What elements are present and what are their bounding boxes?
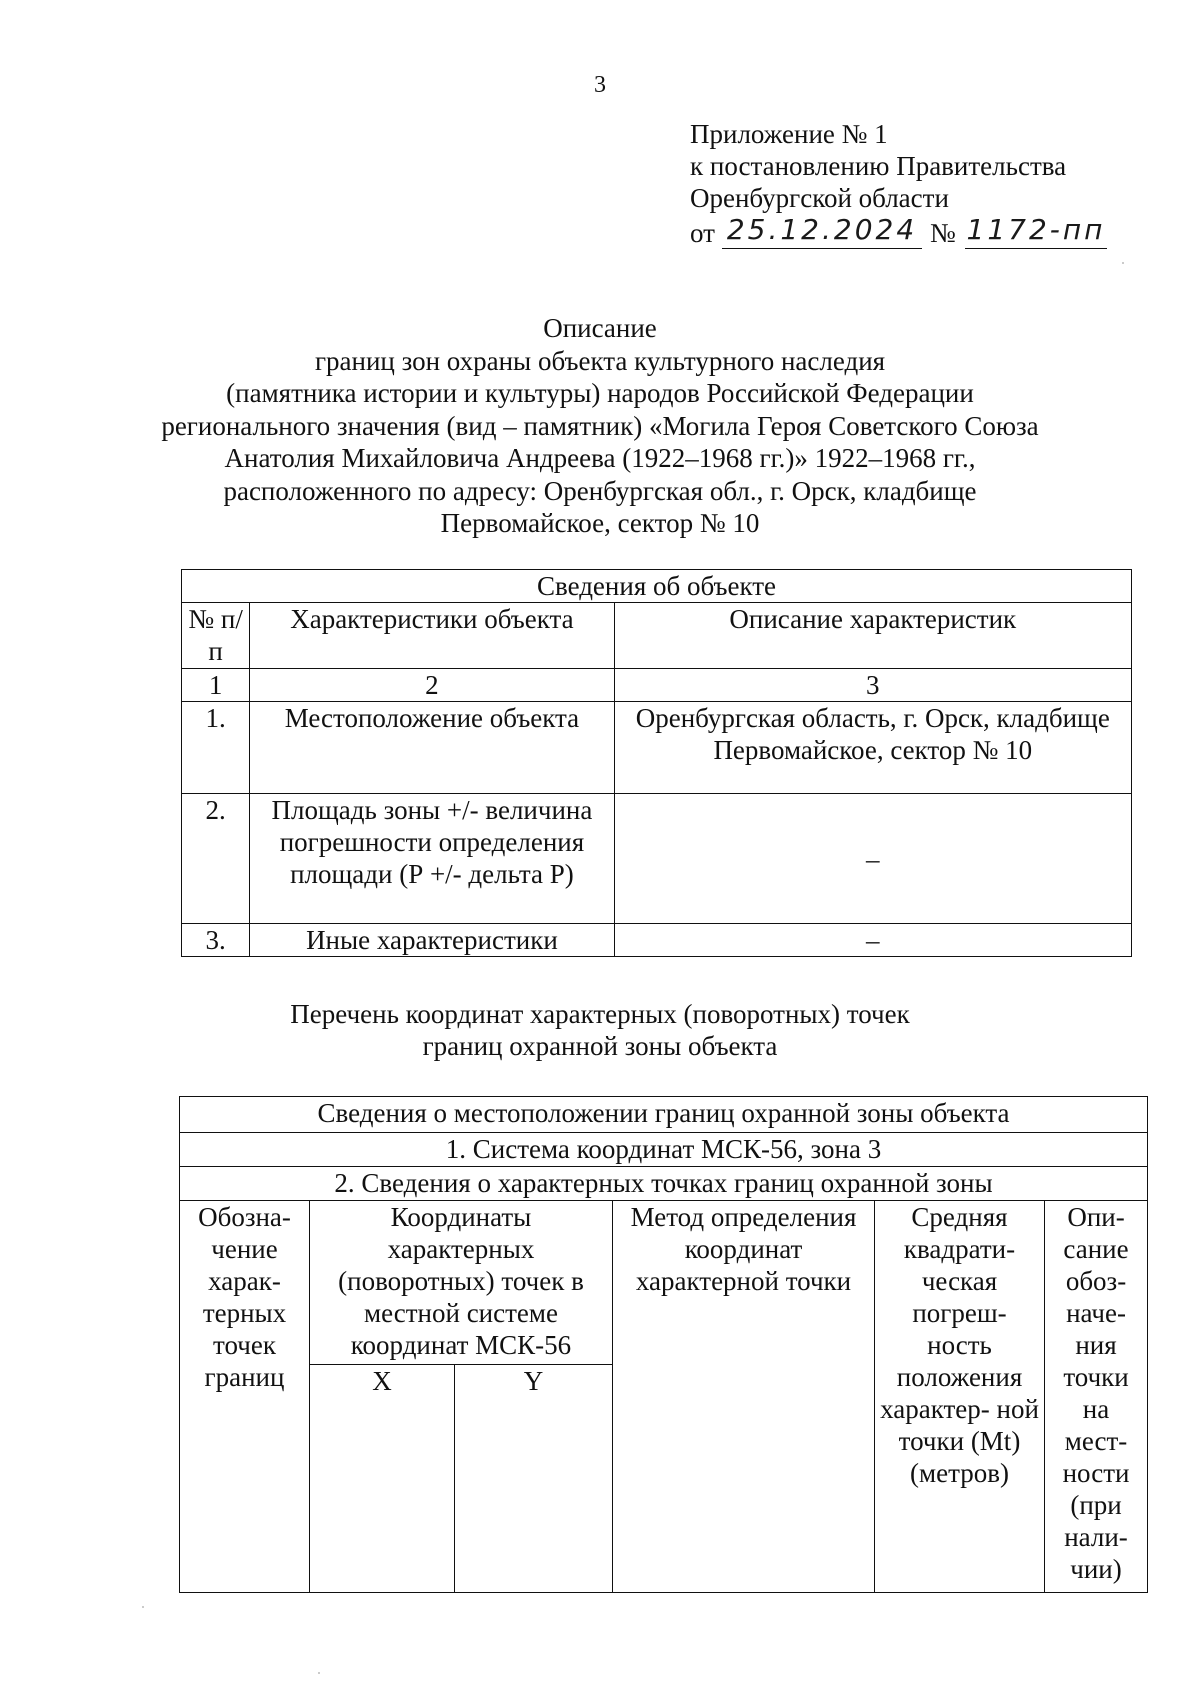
- title-line: Первомайское, сектор № 10: [440, 508, 760, 538]
- heading-line: Перечень координат характерных (поворотных) точек: [290, 999, 910, 1029]
- table-caption: Сведения об объекте: [182, 570, 1132, 603]
- resolution-signature-row: [690, 213, 1106, 254]
- header-error: Средняя квадрати- ческая погреш- ность положения характер- ной точки (Mt) (метров): [875, 1201, 1045, 1593]
- scan-artifact: [1122, 262, 1124, 264]
- column-number-cell: 1: [182, 669, 250, 702]
- header-characteristics: Характеристики объекта: [250, 603, 614, 669]
- title-line: Анатолия Михайловича Андреева (1922–1968 гг.)» 1922–1968 гг.,: [224, 443, 976, 473]
- document-title: [100, 312, 1100, 540]
- header-y: Y: [455, 1365, 613, 1593]
- handwritten-number: 1172-пп: [965, 212, 1107, 249]
- page-number: 3: [594, 72, 606, 98]
- row-name: Иные характеристики: [250, 924, 614, 957]
- row-description: –: [614, 924, 1131, 957]
- row-name: Площадь зоны +/- величина погрешности определения площади (Р +/- дельта Р): [250, 794, 614, 924]
- number-label: №: [930, 218, 956, 248]
- appendix-line: Оренбургской области: [690, 183, 949, 213]
- row-description: Оренбургская область, г. Орск, кладбище Первомайское, сектор № 10: [614, 702, 1131, 794]
- coordinates-list-heading: [100, 998, 1100, 1062]
- header-designation: Обозна- чение харак- терных точек границ: [180, 1201, 310, 1593]
- column-number-cell: 3: [614, 669, 1131, 702]
- header-number: № п/п: [182, 603, 250, 669]
- column-number-cell: 2: [250, 669, 614, 702]
- appendix-line: к постановлению Правительства: [690, 151, 1067, 181]
- title-line: регионального значения (вид – памятник) «Могила Героя Советского Союза: [161, 410, 1039, 441]
- appendix-line: Приложение № 1: [690, 119, 888, 149]
- title-line: Описание: [543, 313, 657, 343]
- header-point-description: Опи- сание обоз- наче- ния точки на мест- ности (при нали- чии): [1045, 1201, 1148, 1593]
- date-prefix: от: [690, 218, 715, 248]
- title-line: расположенного по адресу: Оренбургская обл., г. Орск, кладбище: [223, 475, 977, 506]
- scan-artifact: [318, 1672, 320, 1674]
- header-method: Метод определения координат характерной точки: [613, 1201, 875, 1593]
- handwritten-date: 25.12.2024: [722, 212, 922, 249]
- header-x: X: [310, 1365, 455, 1593]
- row-name: Местоположение объекта: [250, 702, 614, 794]
- header-coordinates: Координаты характерных (поворотных) точек в местной системе координат МСК-56: [310, 1201, 613, 1365]
- heading-line: границ охранной зоны объекта: [422, 1031, 778, 1061]
- row-number: 1.: [182, 702, 250, 794]
- title-line: (памятника истории и культуры) народов Российской Федерации: [226, 378, 974, 408]
- row-number: 2.: [182, 794, 250, 924]
- table-row: [182, 702, 1132, 794]
- table-caption: Сведения о местоположении границ охранной зоны объекта: [180, 1097, 1148, 1133]
- header-description: Описание характеристик: [614, 603, 1131, 669]
- row-description: –: [614, 794, 1131, 924]
- coordinate-system-row: 1. Система координат МСК-56, зона 3: [180, 1133, 1148, 1167]
- row-number: 3.: [182, 924, 250, 957]
- object-info-table: [181, 569, 1132, 957]
- title-line: границ зон охраны объекта культурного наследия: [314, 345, 886, 376]
- coordinates-table: [179, 1096, 1148, 1593]
- scan-artifact: [142, 1606, 144, 1608]
- table-row: [182, 924, 1132, 957]
- table-row: [182, 794, 1132, 924]
- points-caption-row: 2. Сведения о характерных точках границ охранной зоны: [180, 1167, 1148, 1201]
- appendix-block: [690, 118, 1106, 254]
